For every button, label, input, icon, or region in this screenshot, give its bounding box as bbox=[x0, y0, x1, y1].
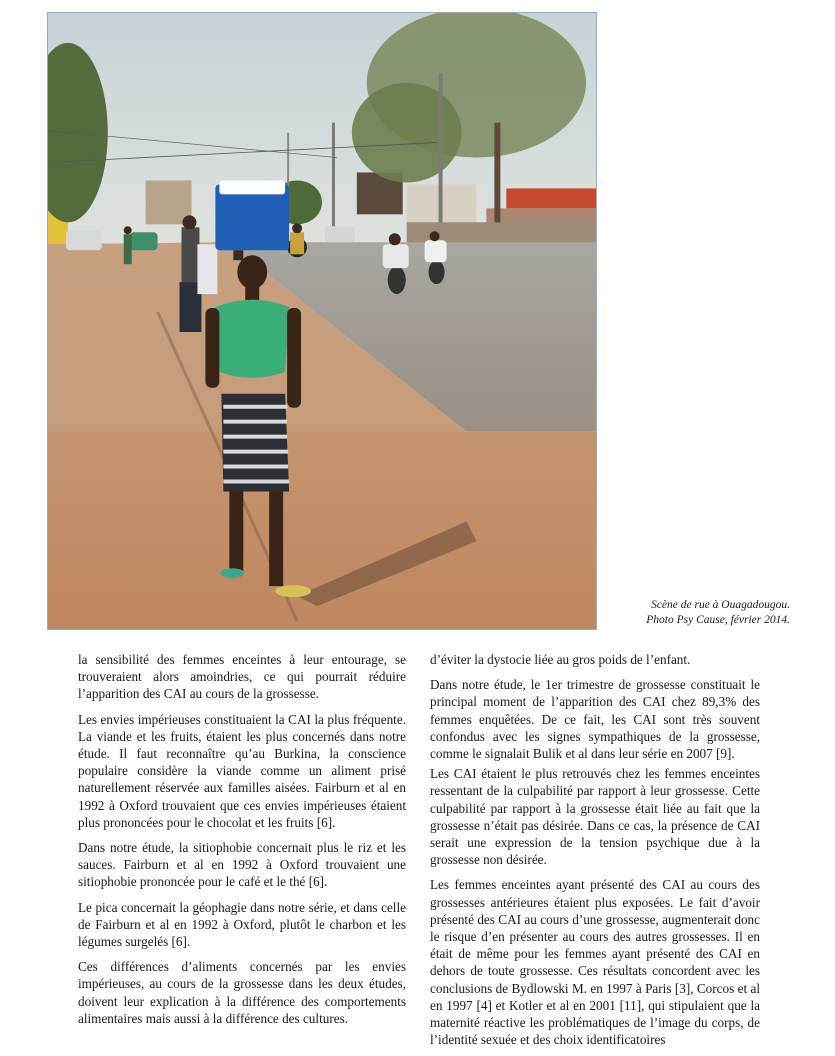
paragraph: la sensibilité des femmes enceintes à leur entourage, se trouveraient alors amoindries, ce qui pourrait réduire l’apparition des CAI au cours de la grossesse. bbox=[78, 652, 406, 702]
street-scene-photo bbox=[47, 12, 597, 630]
caption-line-1: Scène de rue à Ouagadougou. bbox=[651, 599, 790, 611]
figure-caption bbox=[600, 598, 790, 628]
paragraph: Les envies impérieuses constituaient la CAI la plus fréquente. La viande et les fruits, étaient les plus concernés dans notre étude. Il faut reconnaître qu’au Burkina, la conscience populaire considère la viande comme un aliment prisé naturellement réservée aux familles aisées. Fairburn et al en 1992 à Oxford trouvaient que ces envies impérieuses étaient plus prononcées pour le chocolat et les fruits [6]. bbox=[78, 711, 406, 830]
street-scene-illustration bbox=[48, 13, 596, 629]
paragraph: Dans notre étude, la sitiophobie concernait plus le riz et les sauces. Fairburn et al en 1992 à Oxford trouvaient une sitiophobie prononcée pour le café et le thé [6]. bbox=[78, 840, 406, 890]
paragraph: Le pica concernait la géophagie dans notre série, et dans celle de Fairburn et al en 1992 à Oxford, plutôt le charbon et les légumes surgelés [6]. bbox=[78, 899, 406, 950]
paragraph: Dans notre étude, le 1er trimestre de grossesse constituait le principal moment de l’apparition des CAI chez 89,3% des femmes enquêtées. De ce fait, les CAI sont très souvent confondus avec les signes sympathiques de la grossesse, comme le signalait Bulik et al dans leur série en 2007 [9]. bbox=[430, 677, 760, 762]
paragraph: Ces différences d’aliments concernés par les envies impérieuses, au cours de la grossesse dans les deux études, doivent leur explication à la différence des comportements alimentaires mais aussi à la différence des cultures. bbox=[78, 959, 406, 1026]
paragraph: Les CAI étaient le plus retrouvés chez les femmes enceintes ressentant de la culpabilité par rapport à leur grossesse. Cette culpabilité par rapport à la grossesse était liée au fait que la grossesse n’était pas désirée. Dans ce cas, la présence de CAI serait une expression de la tension psychique due à la grossesse non désirée. bbox=[430, 766, 760, 868]
paragraph: d’éviter la dystocie liée au gros poids de l’enfant. bbox=[430, 652, 691, 667]
right-text-column bbox=[430, 651, 760, 1056]
caption-line-2: Photo Psy Cause, février 2014. bbox=[646, 614, 790, 626]
paragraph: Les femmes enceintes ayant présenté des CAI au cours des grossesses antérieures étaient plus exposées. Le fait d’avoir présenté des CAI au cours d’une grossesse, augmenterait donc le risque d’en présenter au cours des autres grossesses. Il en était de même pour les femmes ayant présenté des CAI en dehors de toute grossesse. Ces résultats concordent avec les conclusions de Bydlowski M. en 1997 à Paris [3], Corcos et al en 1997 [4] et Kotler et al en 2001 [11], qui stipulaient que la maternité réactive les problématiques de l’image du corps, de l’identité sexuée et des choix identificatoires bbox=[430, 877, 760, 1048]
left-text-column bbox=[78, 651, 406, 1035]
